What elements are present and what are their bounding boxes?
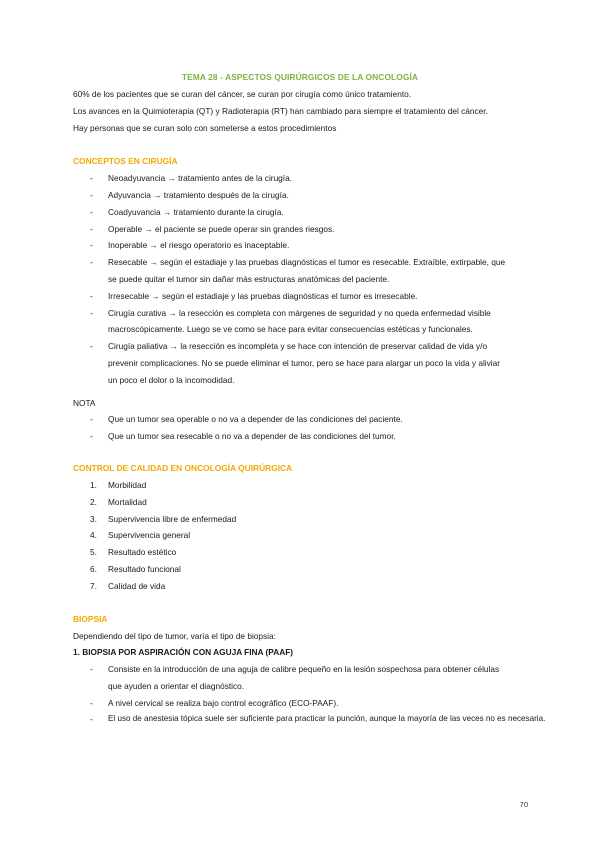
list-item: Coadyuvancia → tratamiento durante la cirugía. [108, 207, 284, 217]
list-item: Supervivencia general [108, 530, 191, 540]
list-number: 7. [90, 581, 97, 591]
bullet-dash: - [90, 414, 93, 424]
bullet-dash: - [90, 714, 93, 724]
list-item: Resultado estético [108, 547, 177, 557]
bullet-dash: - [90, 190, 93, 200]
section-heading-calidad: CONTROL DE CALIDAD EN ONCOLOGÍA QUIRÚRGICA [73, 463, 293, 473]
list-number: 1. [90, 480, 97, 490]
section-heading-biopsia: BIOPSIA [73, 614, 108, 624]
intro-line-3: Hay personas que se curan solo con someterse a estos procedimientos [73, 123, 337, 133]
list-item-continuation: macroscópicamente. Luego se ve como se hace para evitar consecuencias estéticas y funcionales. [108, 324, 473, 334]
list-item: Inoperable → el riesgo operatorio es inaceptable. [108, 240, 290, 250]
list-item: Consiste en la introducción de una aguja de calibre pequeño en la lesión sospechosa para obtener células [108, 664, 500, 674]
list-item: Que un tumor sea resecable o no va a depender de las condiciones del tumor. [108, 431, 396, 441]
bullet-dash: - [90, 257, 93, 267]
page-number: 70 [519, 800, 528, 809]
biopsia-intro: Dependiendo del tipo de tumor, varía el tipo de biopsia: [73, 631, 276, 641]
list-number: 2. [90, 497, 97, 507]
list-item: Morbilidad [108, 480, 147, 490]
intro-line-1: 60% de los pacientes que se curan del cáncer, se curan por cirugía como único tratamiento. [73, 89, 412, 99]
list-item: Adyuvancia → tratamiento después de la cirugía. [108, 190, 289, 200]
bullet-dash: - [90, 291, 93, 301]
bullet-dash: - [90, 224, 93, 234]
list-item: Cirugía paliativa → la resección es incompleta y se hace con intención de preservar calidad de vida y/o [108, 341, 488, 351]
bullet-dash: - [90, 431, 93, 441]
list-item-continuation: prevenir complicaciones. No se puede eliminar el tumor, pero se hace para alargar un poco la vida y aliviar [108, 358, 501, 368]
bullet-dash: - [90, 664, 93, 674]
bullet-dash: - [90, 308, 93, 318]
list-item: A nivel cervical se realiza bajo control ecográfico (ECO-PAAF). [108, 698, 339, 708]
bullet-dash: - [90, 240, 93, 250]
list-item: Operable → el paciente se puede operar sin grandes riesgos. [108, 224, 335, 234]
list-item: Supervivencia libre de enfermedad [108, 514, 237, 524]
list-item-continuation: que ayuden a orientar el diagnóstico. [108, 681, 245, 691]
list-number: 3. [90, 514, 97, 524]
section-heading-conceptos: CONCEPTOS EN CIRUGÍA [73, 156, 178, 166]
list-number: 6. [90, 564, 97, 574]
intro-line-2: Los avances en la Quimioterapia (QT) y Radioterapia (RT) han cambiado para siempre el tratamiento del cáncer. [73, 106, 488, 116]
bullet-dash: - [90, 173, 93, 183]
list-item: Irresecable → según el estadiaje y las pruebas diagnósticas el tumor es irresecable. [108, 291, 418, 301]
bullet-dash: - [90, 207, 93, 217]
bullet-dash: - [90, 698, 93, 708]
list-item: El uso de anestesia tópica suele ser suficiente para practicar la punción, aunque la mayoría de las veces no es necesaria. [108, 714, 546, 723]
list-item: Mortalidad [108, 497, 147, 507]
bullet-dash: - [90, 341, 93, 351]
list-item: Calidad de vida [108, 581, 166, 591]
list-item: Cirugía curativa → la resección es completa con márgenes de seguridad y no queda enfermedad visible [108, 308, 491, 318]
list-item-continuation: se puede quitar el tumor sin dañar más estructuras anatómicas del paciente. [108, 274, 390, 284]
list-item: Resultado funcional [108, 564, 181, 574]
list-item: Resecable → según el estadiaje y las pruebas diagnósticas el tumor es resecable. Extraíble, extirpable, que [108, 257, 506, 267]
list-item: Neoadyuvancia → tratamiento antes de la cirugía. [108, 173, 293, 183]
page-title: TEMA 28 - ASPECTOS QUIRÚRGICOS DE LA ONCOLOGÍA [181, 72, 419, 82]
list-number: 4. [90, 530, 97, 540]
list-item: Que un tumor sea operable o no va a depender de las condiciones del paciente. [108, 414, 403, 424]
biopsia-subheading: 1. BIOPSIA POR ASPIRACIÓN CON AGUJA FINA (PAAF) [73, 647, 294, 657]
list-number: 5. [90, 547, 97, 557]
nota-heading: NOTA [73, 398, 96, 408]
list-item-continuation: un poco el dolor o la incomodidad. [108, 375, 235, 385]
